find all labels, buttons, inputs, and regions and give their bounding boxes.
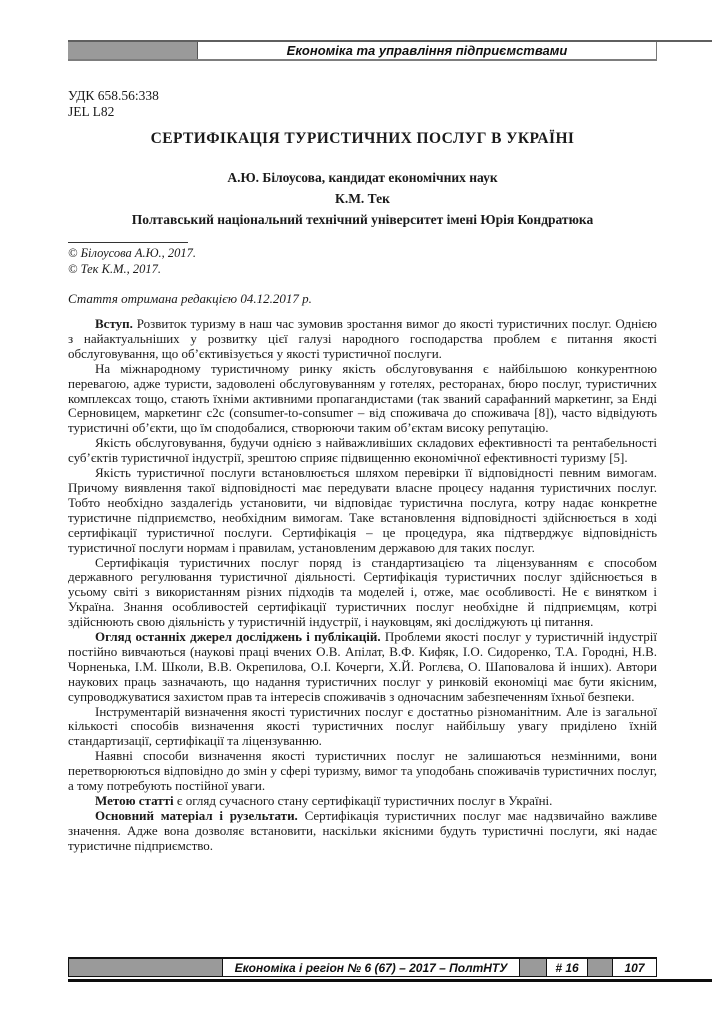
author-line: А.Ю. Білоусова, кандидат економічних наук (227, 170, 498, 185)
paragraph (68, 705, 657, 750)
author-block (68, 167, 657, 230)
copyright-line: © Білоусова А.Ю., 2017. (68, 246, 196, 260)
footer-page-number: 107 (613, 959, 657, 977)
copyright-rule (68, 242, 188, 243)
affiliation-line: Полтавський національний технічний університет імені Юрія Кондратюка (131, 212, 594, 227)
paragraph-lead: Метою статті (95, 793, 174, 808)
paragraph-lead: Вступ. (95, 316, 133, 331)
journal-section-title: Економіка та управління підприємствами (198, 42, 657, 59)
copyright-line: © Тек К.М., 2017. (68, 262, 161, 276)
article-title: СЕРТИФІКАЦІЯ ТУРИСТИЧНИХ ПОСЛУГ В УКРАЇНІ (150, 130, 575, 147)
footer-gray-spacer (519, 959, 547, 977)
paragraph-text: Сертифікація туристичних послуг має надзвичайно важливе значення. Адже вона дозволяє встановити, наскільки якісними будуть туристичні послуги, які надає туристичне підприємство. (68, 807, 658, 853)
paragraph (68, 317, 657, 362)
copyright-block (68, 242, 657, 277)
paragraph (68, 556, 657, 631)
paragraph (68, 630, 657, 705)
paragraph (68, 466, 657, 555)
paragraph (68, 436, 657, 466)
paragraph (68, 749, 657, 794)
paragraph-text: Якість туристичної послуги встановлюється шляхом перевірки її відповідності певним вимогам. Причому виявлення такої відповідності має передувати власне процесу надання туристичних послуг. Тобто необхідно заздалегідь установити, чи відповідає туристична послуга, котру надає конкретне туристичне підприємство, необхідним вимогам. Таке встановлення відповідності здійснюється в ході сертифікації туристичної послуги. Сертифікація – це процедура, яка підтверджує відповідність туристичної послуги нормам і правилам, установленим державою для таких послуг. (68, 465, 657, 555)
article-body (68, 317, 657, 854)
paragraph-text: є огляд сучасного стану сертифікації туристичних послуг в Україні. (176, 793, 553, 808)
paragraph-text: Розвиток туризму в наш час зумовив зростання вимог до якості туристичних послуг. Однією з найактуальніших у розвитку цієї галузі народного господарства проблем є питання якості обслуговування, що об’єктивізується у якості туристичної послуги. (68, 316, 658, 361)
paragraph-text: Наявні способи визначення якості туристичних послуг не залишаються незмінними, вони перетворюються відповідно до змін у сфері туризму, вимог та уподобань споживачів туристичних послуг, а тому потребують постійної уваги. (68, 748, 657, 794)
footer-journal-title: Економіка і регіон № 6 (67) – 2017 – ПолтНТУ (223, 959, 519, 977)
paragraph-lead: Огляд останніх джерел досліджень і публікацій. (95, 629, 381, 645)
paragraph-text: Інструментарій визначення якості туристичних послуг є достатньо різноманітним. Але із загальної кількості способів визначення якості туристичних послуг найбільшу увагу приділено їхній стандартизації, сертифікації та ліцензуванню. (68, 703, 657, 749)
footer-article-number: # 16 (547, 959, 587, 977)
journal-header-bar (68, 42, 657, 61)
jel-line: JEL L82 (68, 104, 115, 119)
article-content (68, 88, 657, 854)
paragraph-text: Сертифікація туристичних послуг поряд із стандартизацією та ліцензуванням є способом державного регулювання туристичної діяльності. Сертифікація туристичних послуг здійснюється в усьому світі з використанням різних підходів та моделей і, отже, має особливості. Не є винятком і Україна. Знання особливостей сертифікації туристичних послуг необхідне й підприємцям, котрі здійснюють свою діяльність у туристичній індустрії, і науковцям, які досліджують ці питання. (68, 554, 657, 630)
footer-gray-spacer (587, 959, 613, 977)
paragraph-text: Проблеми якості послуг у туристичній індустрії постійно вивчаються (наукові праці вчених О.В. Апілат, В.Ф. Кифяк, І.О. Сидоренко, Т.А. Городні, Н.В. Чорненька, І.М. Школи, В.В. Окрепилова, О.І. Кочерги, Х.Й. Роглєва, О. Шаповалова й інших). Автори наукових праць зазначають, що надання туристичних послуг у ринковій економіці має бути якісним, супроводжуватися захистом прав та інтересів споживачів з одночасним забезпеченням їхньої безпеки. (68, 629, 658, 704)
paragraph-lead: Основний матеріал і рузельтати. (95, 807, 298, 823)
paragraph (68, 794, 657, 809)
udc-line: УДК 658.56:338 (68, 88, 159, 103)
paragraph (68, 362, 657, 437)
footer-gray-spacer (68, 959, 223, 977)
author-line: К.М. Тек (335, 191, 390, 206)
header-gray-spacer (68, 42, 198, 59)
paragraph (68, 809, 657, 854)
paragraph-text: Якість обслуговування, будучи однією з найважливіших складових ефективності та рентабельності суб’єктів туристичної індустрії, зрештою сприяє підвищенню економічної ефективності туризму [5]. (68, 435, 657, 466)
paragraph-text: На міжнародному туристичному ринку якість обслуговування є найбільшою конкурентною перевагою, адже туристи, задоволені обслуговуванням у готелях, ресторанах, бюро послуг, туристичних комплексах тощо, стають їхніми активними пропагандистами (так званий сарафанний маркетинг, за Енді Серновицем, маркетинг с2с (consumer-to-consumer – від споживача до споживача [8]), часто відвідують туристичні об’єкти, що їм сподобалися, створюючи таким об’єктам високу репутацію. (68, 360, 657, 436)
journal-footer-bar (68, 957, 657, 977)
received-line: Стаття отримана редакцією 04.12.2017 р. (68, 291, 312, 306)
footer-bottom-rule (68, 979, 712, 982)
